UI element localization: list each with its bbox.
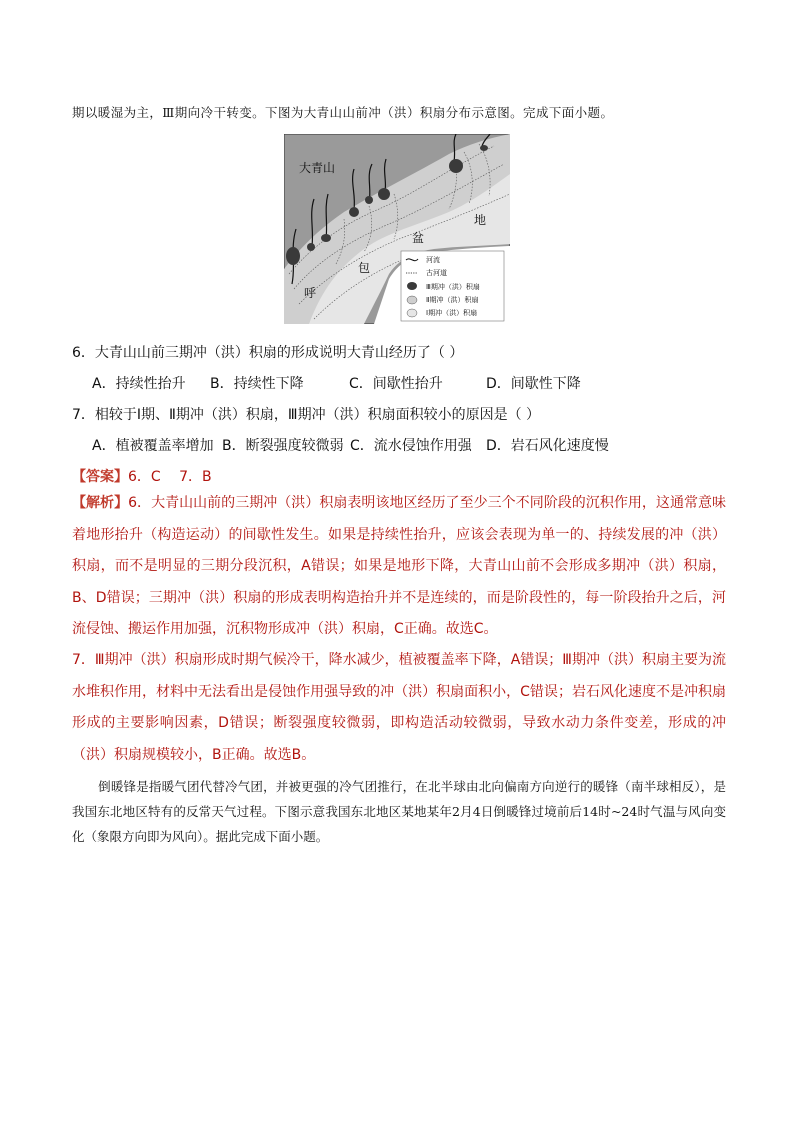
- q6-option-b: B．持续性下降: [210, 376, 304, 392]
- q6-option-c: C．间歇性抬升: [349, 376, 443, 392]
- q7-option-a: A．植被覆盖率增加: [92, 438, 214, 454]
- answer-line: [72, 466, 212, 486]
- legend-paleo-channel: 古河道: [426, 269, 447, 277]
- map-legend: [401, 251, 504, 321]
- answer-tag: 【答案】: [72, 469, 128, 485]
- label-basin-2: 地: [474, 213, 487, 227]
- alluvial-fan-map: [284, 134, 510, 324]
- passage-text: 倒暖锋是指暖气团代替冷气团，并被更强的冷气团推行，在北半球由北向偏南方向逆行的暖锋（南半球相反），是我国东北地区特有的反常天气过程。下图示意我国东北地区某地某年2月4日倒暖锋过境前后14时~24时气温与风向变化（象限方向即为风向）。据此完成下面小题。: [72, 779, 726, 844]
- label-hu: 呼: [304, 286, 317, 300]
- q6-option-d: D．间歇性下降: [486, 376, 581, 392]
- analysis-q6: [72, 488, 726, 646]
- legend-river: 河流: [426, 256, 440, 264]
- intro-line: 期以暖湿为主，Ⅲ期向冷干转变。下图为大青山山前冲（洪）积扇分布示意图。完成下面小题。: [72, 105, 614, 120]
- answer-text: 6．C 7．B: [128, 469, 212, 485]
- legend-fan-3: Ⅲ期冲（洪）积扇: [426, 283, 480, 291]
- legend-fan-2: Ⅱ期冲（洪）积扇: [426, 296, 479, 304]
- q6-option-a: A．持续性抬升: [92, 376, 186, 392]
- passage-warm-front: [72, 774, 726, 849]
- analysis-tag: 【解析】: [72, 495, 129, 511]
- question-6-stem: 6．大青山山前三期冲（洪）积扇的形成说明大青山经历了（ ）: [72, 345, 464, 361]
- label-basin-1: 盆: [412, 231, 425, 245]
- q7-option-d: D．岩石风化速度慢: [486, 438, 609, 454]
- question-7-stem: 7．相较于Ⅰ期、Ⅱ期冲（洪）积扇，Ⅲ期冲（洪）积扇面积较小的原因是（ ）: [72, 407, 541, 423]
- q7-option-c: C．流水侵蚀作用强: [350, 438, 472, 454]
- legend-fan-1: Ⅰ期冲（洪）积扇: [426, 309, 478, 317]
- analysis-q7: 7．Ⅲ期冲（洪）积扇形成时期气候冷干，降水减少，植被覆盖率下降，A错误；Ⅲ期冲（洪）积扇主要为流水堆积作用，材料中无法看出是侵蚀作用强导致的冲（洪）积扇面积小，C错误；岩石风化速度不是冲积扇形成的主要影响因素，D错误；断裂强度较微弱，即构造活动较微弱，导致水动力条件变差，形成的冲（洪）积扇规模较小，B正确。故选B。: [72, 652, 726, 763]
- label-bao: 包: [358, 261, 371, 275]
- label-mountain: 大青山: [299, 161, 336, 175]
- q7-option-b: B．断裂强度较微弱: [222, 438, 344, 454]
- analysis-q6-text: 6．大青山山前的三期冲（洪）积扇表明该地区经历了至少三个不同阶段的沉积作用，这通常意味着地形抬升（构造运动）的间歇性发生。如果是持续性抬升，应该会表现为单一的、持续发展的冲（洪）积扇，而不是明显的三期分段沉积，A错误；如果是地形下降，大青山山前不会形成多期冲（洪）积扇，B、D错误；三期冲（洪）积扇的形成表明构造抬升并不是连续的，而是阶段性的，每一阶段抬升之后，河流侵蚀、搬运作用加强，沉积物形成冲（洪）积扇，C正确。故选C。: [72, 495, 727, 637]
